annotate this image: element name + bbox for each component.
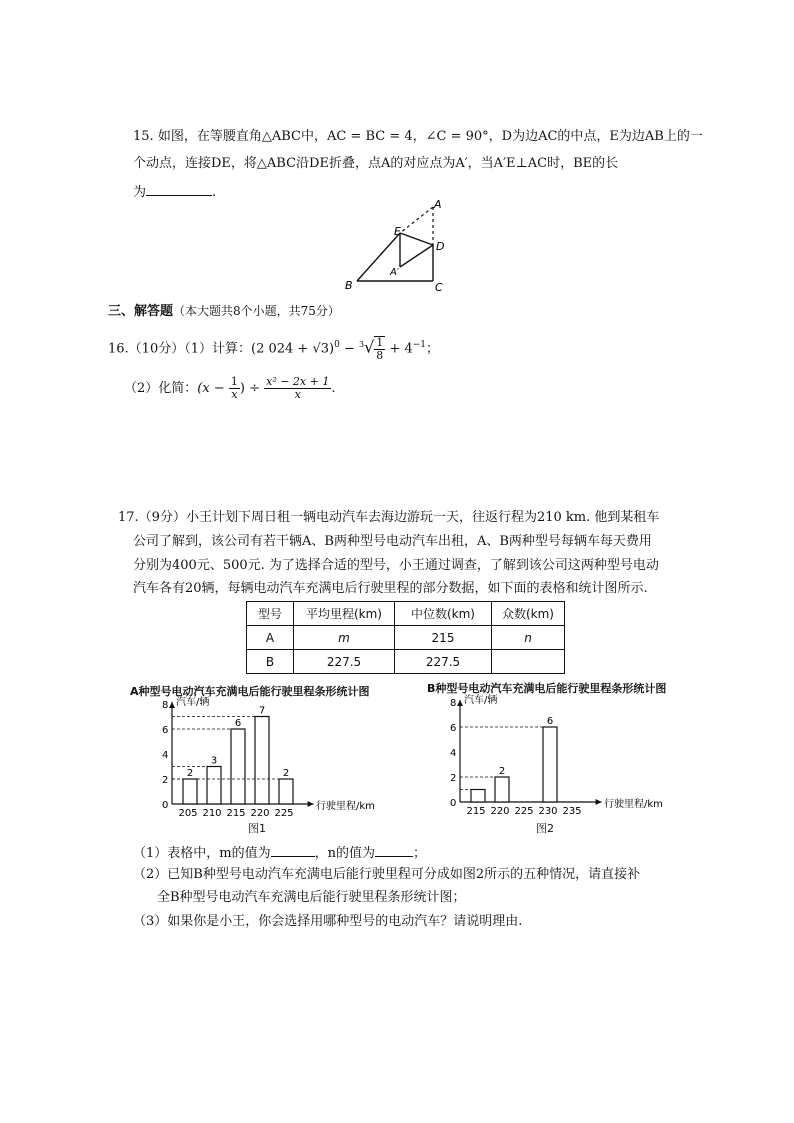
section3-note: （本大题共8个小题，共75分）: [173, 304, 340, 318]
q16-frac2-num: x² − 2x + 1: [266, 375, 330, 388]
label-a: A: [434, 198, 442, 211]
x-axis-arrow-icon: [308, 801, 314, 807]
x-tick-label: 225: [274, 808, 294, 819]
q16-part2-b: ) ÷: [239, 381, 260, 396]
q16-part1-a: (2 024 + √3): [251, 341, 335, 357]
q16-part1-minus: −: [339, 341, 359, 357]
bar: [279, 779, 293, 804]
chart1-caption: 图1: [248, 822, 266, 835]
table-cell: B: [247, 650, 294, 674]
q16-header: 16.（10分）: [108, 341, 185, 357]
data-label: 6: [546, 716, 554, 727]
x-tick-label: 205: [178, 808, 198, 819]
table-cell: m: [294, 626, 395, 650]
table-header-cell: 众数(km): [492, 602, 565, 626]
segment-ed: [400, 233, 433, 245]
bar: [471, 790, 485, 803]
table-header-cell: 型号: [247, 602, 294, 626]
y-tick-label: 4: [162, 750, 169, 761]
q17-header: 17.（9分）: [118, 510, 186, 525]
label-d: D: [436, 240, 445, 253]
q16-frac1: [229, 376, 240, 401]
q17-q1: [133, 842, 426, 863]
y-tick-label: 2: [450, 773, 457, 784]
x-tick-label: 220: [250, 808, 270, 819]
q16-part1-exp: 0: [334, 340, 340, 351]
y-tick-label: 2: [162, 775, 169, 786]
m-answer-blank[interactable]: [271, 842, 315, 857]
x-axis-arrow-icon: [596, 799, 602, 805]
q16-part1-end: ；: [426, 341, 440, 357]
chart2: [438, 692, 688, 817]
y-axis-arrow-icon: [169, 702, 175, 708]
segment-ae-dashed: [400, 207, 433, 233]
y-axis-label: 汽车/辆: [176, 697, 210, 708]
x-axis-label: 行驶里程/km: [604, 799, 663, 810]
table-cell: 227.5: [294, 650, 395, 674]
y-tick-label: 8: [162, 700, 169, 711]
q17-text-4: 汽车各有20辆，每辆电动汽车充满电后行驶里程的部分数据，如下面的表格和统计图所示.: [133, 581, 648, 596]
table-cell: 215: [395, 626, 492, 650]
q16-frac1-den: x: [231, 388, 238, 401]
bar: [183, 779, 197, 804]
label-a-prime: A′: [390, 267, 400, 278]
bar: [231, 729, 245, 804]
table-header-cell: 平均里程(km): [294, 602, 395, 626]
chart1: [150, 694, 400, 819]
q17-text-2: 公司了解到，该公司有若干辆A、B两种型号电动汽车出租，A、B两种型号每辆车每天费用: [133, 534, 652, 549]
q16-part2: [124, 376, 335, 401]
q16-root-index: 3: [358, 340, 365, 350]
q15-number: 15.: [133, 129, 154, 144]
y-tick-label: 6: [162, 725, 169, 736]
q16-root-num: 1: [376, 336, 384, 349]
y-tick-label: 4: [450, 748, 457, 759]
q17-line1: [118, 509, 659, 527]
q17-q2-line2: 全B种型号电动汽车充满电后能行驶里程条形统计图；: [157, 890, 466, 905]
q16-part1: [108, 336, 439, 362]
label-b: B: [345, 279, 353, 292]
q17-q2-line1: （2）已知B种型号电动汽车充满电后能行驶里程可分成如图2所示的五种情况，请直接补: [133, 867, 641, 882]
x-tick-label: 230: [538, 806, 558, 817]
table-row: [247, 650, 565, 674]
table-cell: n: [492, 626, 565, 650]
y-tick-label: 0: [450, 798, 457, 809]
table-cell: [492, 650, 565, 674]
data-label: 6: [234, 718, 242, 729]
y-tick-label: 6: [450, 723, 457, 734]
q16-part1-exp2: −1: [412, 340, 426, 351]
radical-sign-icon: √: [364, 337, 375, 357]
q17-text-1: 小王计划下周日租一辆电动汽车去海边游玩一天，往返行程为210 km. 他到某租车: [185, 510, 660, 525]
q16-root-den: 8: [376, 349, 384, 362]
q15-answer-blank[interactable]: [146, 181, 212, 196]
x-tick-label: 215: [226, 808, 246, 819]
x-tick-label: 235: [562, 806, 582, 817]
table-row: [247, 626, 565, 650]
data-label: 2: [186, 768, 194, 779]
table-header-cell: 中位数(km): [395, 602, 492, 626]
q15-line1: [133, 128, 703, 146]
q15-triangle-figure: [330, 195, 460, 300]
y-axis-label: 汽车/辆: [464, 695, 498, 706]
label-e: E: [394, 225, 401, 238]
q15-prefix: 为: [133, 185, 147, 200]
y-axis-arrow-icon: [457, 700, 463, 706]
bar: [495, 777, 509, 802]
q15-text-2: 个动点，连接DE，将△ABC沿DE折叠，点A的对应点为A′，当A′E⊥AC时，BE的长: [133, 156, 619, 171]
x-tick-label: 220: [490, 806, 510, 817]
chart2-title: B种型号电动汽车充满电后能行驶里程条形统计图: [427, 682, 667, 695]
q15-text-1: 如图，在等腰直角△ABC中，AC = BC = 4，∠C = 90°，D为边AC的中点，E为边AB上的一: [157, 129, 703, 144]
x-tick-label: 215: [466, 806, 486, 817]
q17-stats-table: [246, 601, 565, 674]
chart2-caption: 图2: [536, 822, 554, 835]
q16-part1-plus: + 4: [385, 341, 413, 357]
q16-frac1-num: 1: [230, 375, 238, 388]
q17-q1-mid: ，n的值为: [314, 846, 375, 861]
q16-part2-a: (x −: [197, 381, 225, 396]
table-cell: A: [247, 626, 294, 650]
x-tick-label: 225: [514, 806, 534, 817]
q16-root-fraction: [374, 336, 385, 362]
q15-line3: [133, 181, 216, 202]
q17-text-3: 分别为400元、500元. 为了选择合适的型号，小王通过调查，了解到该公司这两种型号电动: [133, 558, 659, 573]
y-tick-label: 8: [450, 698, 457, 709]
section3-header: [108, 302, 340, 321]
table-cell: 227.5: [395, 650, 492, 674]
q15-suffix: .: [212, 185, 217, 200]
data-label: 2: [282, 768, 290, 779]
x-tick-label: 210: [202, 808, 222, 819]
label-c: C: [435, 281, 443, 294]
q16-part2-end: .: [331, 381, 336, 396]
n-answer-blank[interactable]: [375, 842, 413, 857]
chart1-title: A种型号电动汽车充满电后能行驶里程条形统计图: [130, 685, 370, 698]
q16-frac2: [264, 376, 331, 401]
bar: [207, 767, 221, 805]
q17-q1-end: ；: [412, 846, 426, 861]
table-header-row: [247, 602, 565, 626]
q16-part2-label: （2）化简：: [124, 381, 198, 396]
x-axis-label: 行驶里程/km: [316, 801, 375, 812]
section3-title: 三、解答题: [108, 304, 174, 319]
q16-part1-label: （1）计算：: [184, 341, 251, 357]
bar: [255, 717, 269, 805]
q16-frac2-den: x: [294, 388, 301, 401]
bar: [543, 727, 557, 802]
q17-q1-prefix: （1）表格中，m的值为: [133, 846, 271, 861]
data-label: 2: [498, 766, 506, 777]
y-tick-label: 0: [162, 800, 169, 811]
data-label: 3: [210, 755, 218, 767]
segment-a-prime-d: [400, 245, 433, 267]
data-label: 7: [258, 705, 266, 717]
q17-q3: （3）如果你是小王，你会选择用哪种型号的电动汽车？请说明理由.: [133, 914, 523, 929]
